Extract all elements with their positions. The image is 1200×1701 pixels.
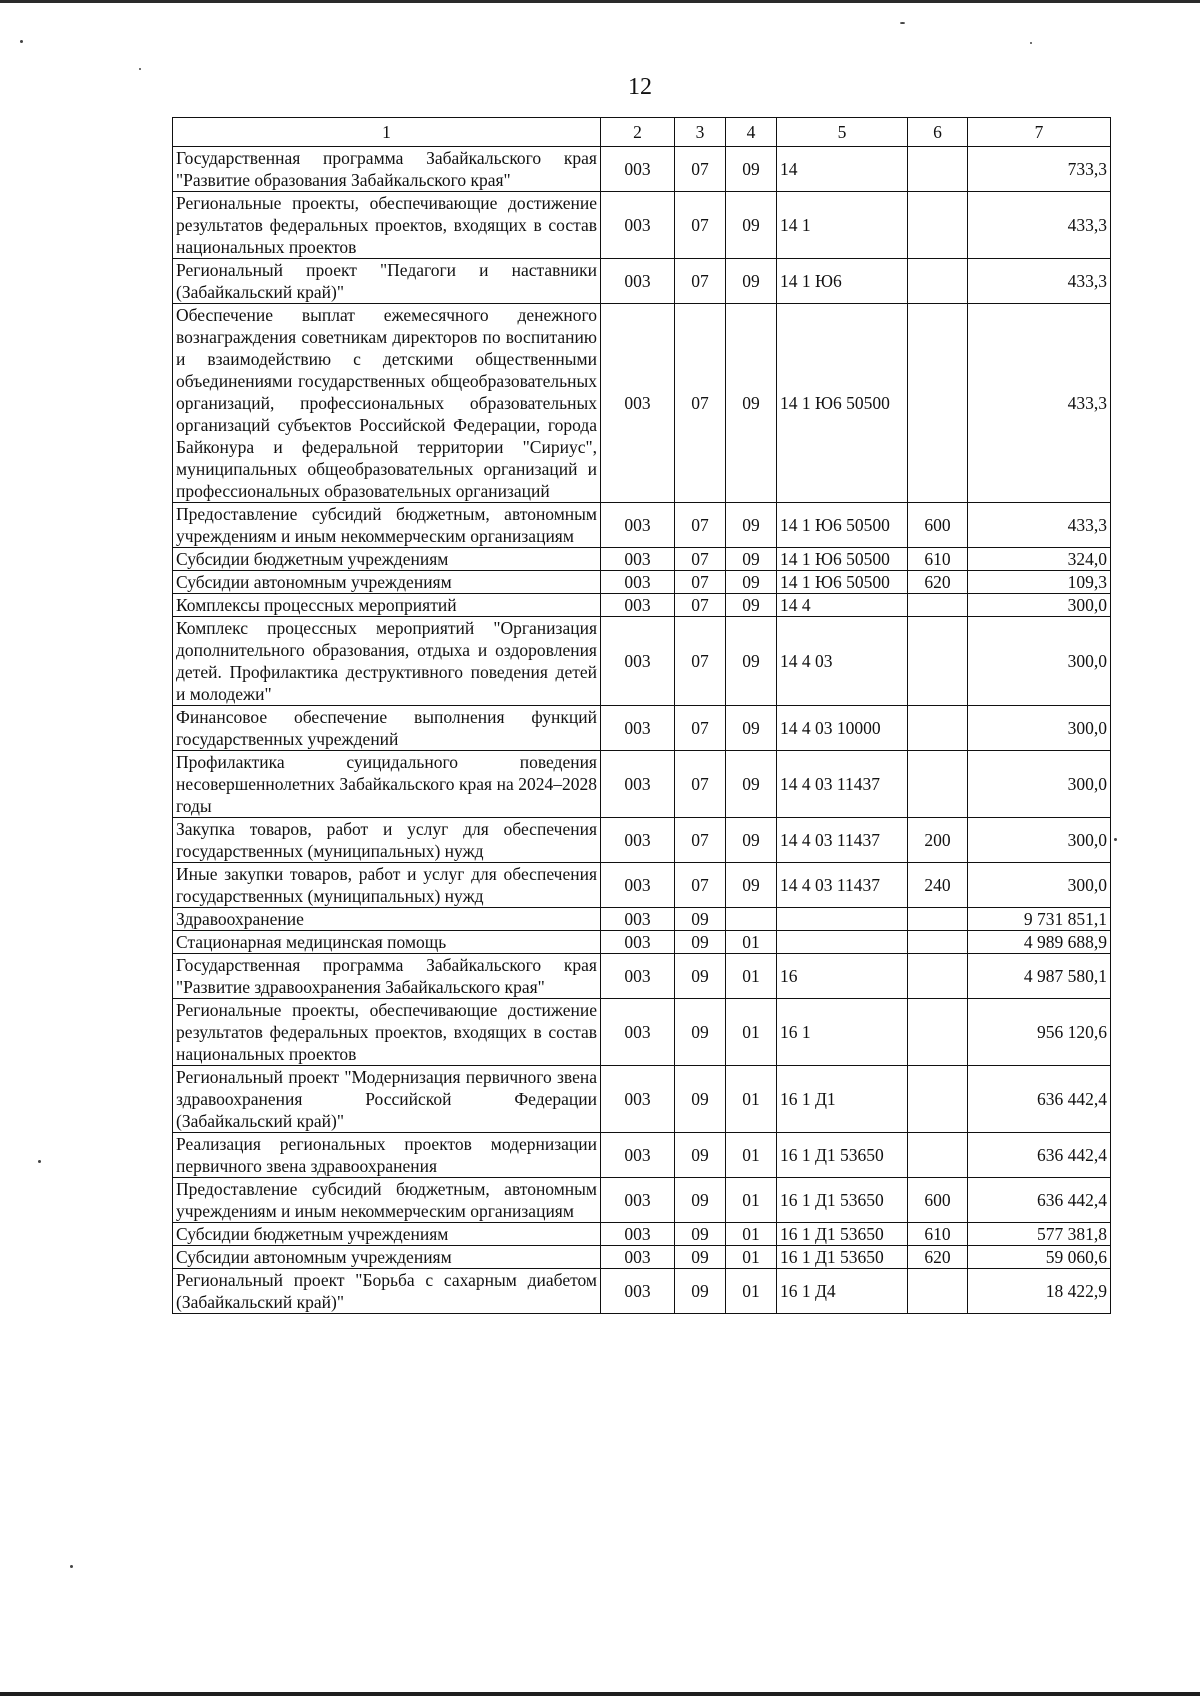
table-row bbox=[173, 818, 1111, 863]
row-col-4: 01 bbox=[726, 1178, 777, 1223]
row-col-2: 003 bbox=[601, 617, 675, 706]
scan-speck bbox=[1030, 42, 1032, 44]
row-col-7: 300,0 bbox=[968, 751, 1111, 818]
row-col-5: 16 1 Д1 bbox=[777, 1066, 908, 1133]
row-col-4: 09 bbox=[726, 617, 777, 706]
row-col-5 bbox=[777, 908, 908, 931]
row-col-5: 14 1 Ю6 50500 bbox=[777, 304, 908, 503]
row-col-2: 003 bbox=[601, 931, 675, 954]
row-col-4 bbox=[726, 908, 777, 931]
row-name: Профилактика суицидального поведения несовершеннолетних Забайкальского края на 2024–2028 годы bbox=[173, 751, 601, 818]
row-col-7: 433,3 bbox=[968, 192, 1111, 259]
header-col-4: 4 bbox=[726, 118, 777, 147]
table-row bbox=[173, 503, 1111, 548]
header-col-2: 2 bbox=[601, 118, 675, 147]
row-col-4: 01 bbox=[726, 931, 777, 954]
row-col-4: 09 bbox=[726, 751, 777, 818]
row-col-5: 14 4 bbox=[777, 594, 908, 617]
table-row bbox=[173, 908, 1111, 931]
row-col-4: 09 bbox=[726, 594, 777, 617]
row-col-5: 16 1 bbox=[777, 999, 908, 1066]
row-name: Предоставление субсидий бюджетным, автономным учреждениям и иным некоммерческим организациям bbox=[173, 503, 601, 548]
row-col-4: 09 bbox=[726, 571, 777, 594]
row-col-3: 07 bbox=[675, 571, 726, 594]
row-col-7: 300,0 bbox=[968, 594, 1111, 617]
row-col-4: 01 bbox=[726, 1133, 777, 1178]
header-col-5: 5 bbox=[777, 118, 908, 147]
row-name: Государственная программа Забайкальского края "Развитие здравоохранения Забайкальского края" bbox=[173, 954, 601, 999]
row-col-7: 577 381,8 bbox=[968, 1223, 1111, 1246]
table-row bbox=[173, 999, 1111, 1066]
scan-speck bbox=[70, 1565, 73, 1568]
row-name: Региональный проект "Модернизация первичного звена здравоохранения Российской Федерации (Забайкальский край)" bbox=[173, 1066, 601, 1133]
row-col-2: 003 bbox=[601, 1178, 675, 1223]
row-name: Обеспечение выплат ежемесячного денежного вознаграждения советникам директоров по воспитанию и взаимодействию с детскими общественными объединениями государственных общеобразовательных организаций, профессиональных образовательных организаций субъектов Российской Федерации, города Байконура и федеральной территории "Сириус", муниципальных общеобразовательных организаций и профессиональных образовательных организаций bbox=[173, 304, 601, 503]
row-col-3: 07 bbox=[675, 617, 726, 706]
row-col-7: 636 442,4 bbox=[968, 1133, 1111, 1178]
row-col-4: 09 bbox=[726, 147, 777, 192]
row-col-4: 09 bbox=[726, 192, 777, 259]
row-name: Иные закупки товаров, работ и услуг для обеспечения государственных (муниципальных) нужд bbox=[173, 863, 601, 908]
header-col-7: 7 bbox=[968, 118, 1111, 147]
row-col-3: 09 bbox=[675, 1133, 726, 1178]
row-name: Региональные проекты, обеспечивающие достижение результатов федеральных проектов, входящих в состав национальных проектов bbox=[173, 999, 601, 1066]
row-col-6 bbox=[908, 931, 968, 954]
row-col-5: 16 bbox=[777, 954, 908, 999]
row-col-4: 01 bbox=[726, 954, 777, 999]
row-name: Здравоохранение bbox=[173, 908, 601, 931]
scan-edge-bottom bbox=[0, 1692, 1200, 1696]
row-col-2: 003 bbox=[601, 192, 675, 259]
row-name: Реализация региональных проектов модернизации первичного звена здравоохранения bbox=[173, 1133, 601, 1178]
row-col-3: 07 bbox=[675, 192, 726, 259]
row-col-5: 14 4 03 bbox=[777, 617, 908, 706]
row-name: Комплекс процессных мероприятий "Организация дополнительного образования, отдыха и оздоровления детей. Профилактика деструктивного поведения детей и молодежи" bbox=[173, 617, 601, 706]
row-col-5: 14 1 Ю6 50500 bbox=[777, 548, 908, 571]
row-col-5: 16 1 Д1 53650 bbox=[777, 1133, 908, 1178]
row-name: Субсидии бюджетным учреждениям bbox=[173, 548, 601, 571]
scan-speck bbox=[20, 40, 23, 43]
row-col-6 bbox=[908, 751, 968, 818]
row-col-7: 18 422,9 bbox=[968, 1269, 1111, 1314]
row-name: Закупка товаров, работ и услуг для обеспечения государственных (муниципальных) нужд bbox=[173, 818, 601, 863]
row-col-7: 956 120,6 bbox=[968, 999, 1111, 1066]
row-col-5: 16 1 Д4 bbox=[777, 1269, 908, 1314]
row-name: Финансовое обеспечение выполнения функций государственных учреждений bbox=[173, 706, 601, 751]
row-col-6 bbox=[908, 304, 968, 503]
row-col-2: 003 bbox=[601, 1066, 675, 1133]
row-col-5: 16 1 Д1 53650 bbox=[777, 1178, 908, 1223]
row-col-5: 16 1 Д1 53650 bbox=[777, 1223, 908, 1246]
row-col-6 bbox=[908, 617, 968, 706]
row-col-7: 300,0 bbox=[968, 818, 1111, 863]
row-col-6 bbox=[908, 908, 968, 931]
row-col-3: 07 bbox=[675, 304, 726, 503]
table-row bbox=[173, 1223, 1111, 1246]
table-row bbox=[173, 259, 1111, 304]
table-row bbox=[173, 1133, 1111, 1178]
row-col-6 bbox=[908, 1066, 968, 1133]
row-col-4: 01 bbox=[726, 999, 777, 1066]
row-col-6: 610 bbox=[908, 1223, 968, 1246]
row-col-4: 09 bbox=[726, 548, 777, 571]
row-col-2: 003 bbox=[601, 147, 675, 192]
row-col-4: 09 bbox=[726, 503, 777, 548]
row-col-4: 09 bbox=[726, 304, 777, 503]
row-name: Субсидии автономным учреждениям bbox=[173, 571, 601, 594]
row-col-4: 09 bbox=[726, 706, 777, 751]
table-row bbox=[173, 1178, 1111, 1223]
row-col-6: 600 bbox=[908, 1178, 968, 1223]
row-col-2: 003 bbox=[601, 818, 675, 863]
row-col-6: 240 bbox=[908, 863, 968, 908]
row-col-6: 620 bbox=[908, 571, 968, 594]
scan-edge-top bbox=[0, 0, 1200, 3]
scan-speck bbox=[900, 22, 905, 24]
row-col-4: 09 bbox=[726, 259, 777, 304]
row-col-5: 14 1 Ю6 bbox=[777, 259, 908, 304]
table-row bbox=[173, 931, 1111, 954]
row-col-7: 4 989 688,9 bbox=[968, 931, 1111, 954]
row-col-2: 003 bbox=[601, 503, 675, 548]
row-col-6: 620 bbox=[908, 1246, 968, 1269]
row-col-3: 09 bbox=[675, 954, 726, 999]
row-col-5: 16 1 Д1 53650 bbox=[777, 1246, 908, 1269]
row-col-4: 09 bbox=[726, 863, 777, 908]
row-name: Региональный проект "Педагоги и наставники (Забайкальский край)" bbox=[173, 259, 601, 304]
row-col-5 bbox=[777, 931, 908, 954]
header-col-6: 6 bbox=[908, 118, 968, 147]
row-name: Государственная программа Забайкальского края "Развитие образования Забайкальского края" bbox=[173, 147, 601, 192]
row-col-2: 003 bbox=[601, 954, 675, 999]
table-row bbox=[173, 192, 1111, 259]
header-col-3: 3 bbox=[675, 118, 726, 147]
row-col-2: 003 bbox=[601, 751, 675, 818]
row-col-7: 9 731 851,1 bbox=[968, 908, 1111, 931]
row-col-2: 003 bbox=[601, 259, 675, 304]
row-col-2: 003 bbox=[601, 304, 675, 503]
table-row bbox=[173, 548, 1111, 571]
row-col-6 bbox=[908, 1269, 968, 1314]
row-col-3: 09 bbox=[675, 1246, 726, 1269]
row-col-2: 003 bbox=[601, 548, 675, 571]
row-col-6 bbox=[908, 706, 968, 751]
table-row bbox=[173, 1066, 1111, 1133]
table-row bbox=[173, 706, 1111, 751]
row-col-6 bbox=[908, 999, 968, 1066]
row-col-7: 433,3 bbox=[968, 304, 1111, 503]
row-col-3: 07 bbox=[675, 548, 726, 571]
table-row bbox=[173, 304, 1111, 503]
table-header-row bbox=[173, 118, 1111, 147]
row-col-2: 003 bbox=[601, 1269, 675, 1314]
scan-speck bbox=[139, 68, 141, 70]
row-col-4: 01 bbox=[726, 1246, 777, 1269]
row-col-4: 09 bbox=[726, 818, 777, 863]
row-col-3: 07 bbox=[675, 503, 726, 548]
row-name: Субсидии бюджетным учреждениям bbox=[173, 1223, 601, 1246]
row-col-2: 003 bbox=[601, 1133, 675, 1178]
row-col-5: 14 4 03 11437 bbox=[777, 818, 908, 863]
row-col-7: 300,0 bbox=[968, 617, 1111, 706]
row-col-2: 003 bbox=[601, 594, 675, 617]
row-col-5: 14 4 03 10000 bbox=[777, 706, 908, 751]
row-col-3: 09 bbox=[675, 908, 726, 931]
row-col-5: 14 4 03 11437 bbox=[777, 863, 908, 908]
scan-speck bbox=[38, 1160, 41, 1163]
table-row bbox=[173, 954, 1111, 999]
scan-speck bbox=[1114, 838, 1117, 841]
row-col-3: 07 bbox=[675, 259, 726, 304]
table-row bbox=[173, 863, 1111, 908]
row-name: Стационарная медицинская помощь bbox=[173, 931, 601, 954]
row-col-4: 01 bbox=[726, 1223, 777, 1246]
row-col-2: 003 bbox=[601, 571, 675, 594]
row-col-3: 09 bbox=[675, 1223, 726, 1246]
row-col-7: 733,3 bbox=[968, 147, 1111, 192]
row-col-3: 07 bbox=[675, 147, 726, 192]
table-row bbox=[173, 1269, 1111, 1314]
row-col-3: 09 bbox=[675, 1269, 726, 1314]
row-col-7: 433,3 bbox=[968, 259, 1111, 304]
row-col-7: 59 060,6 bbox=[968, 1246, 1111, 1269]
row-col-6: 600 bbox=[908, 503, 968, 548]
table-row bbox=[173, 751, 1111, 818]
row-col-6 bbox=[908, 192, 968, 259]
row-col-3: 09 bbox=[675, 1066, 726, 1133]
row-col-7: 324,0 bbox=[968, 548, 1111, 571]
row-col-5: 14 1 Ю6 50500 bbox=[777, 571, 908, 594]
table-row bbox=[173, 594, 1111, 617]
row-col-5: 14 1 Ю6 50500 bbox=[777, 503, 908, 548]
row-col-4: 01 bbox=[726, 1066, 777, 1133]
row-col-3: 07 bbox=[675, 751, 726, 818]
table-row bbox=[173, 147, 1111, 192]
row-col-7: 300,0 bbox=[968, 863, 1111, 908]
row-col-3: 09 bbox=[675, 999, 726, 1066]
row-col-7: 636 442,4 bbox=[968, 1066, 1111, 1133]
row-name: Предоставление субсидий бюджетным, автономным учреждениям и иным некоммерческим организациям bbox=[173, 1178, 601, 1223]
page-number: 12 bbox=[628, 74, 652, 100]
row-col-7: 636 442,4 bbox=[968, 1178, 1111, 1223]
row-col-6 bbox=[908, 954, 968, 999]
row-col-2: 003 bbox=[601, 908, 675, 931]
row-name: Субсидии автономным учреждениям bbox=[173, 1246, 601, 1269]
row-col-6: 200 bbox=[908, 818, 968, 863]
row-col-3: 07 bbox=[675, 863, 726, 908]
row-name: Региональный проект "Борьба с сахарным диабетом (Забайкальский край)" bbox=[173, 1269, 601, 1314]
row-col-6 bbox=[908, 1133, 968, 1178]
row-col-7: 109,3 bbox=[968, 571, 1111, 594]
row-col-5: 14 4 03 11437 bbox=[777, 751, 908, 818]
row-col-2: 003 bbox=[601, 999, 675, 1066]
row-name: Комплексы процессных мероприятий bbox=[173, 594, 601, 617]
row-col-6 bbox=[908, 259, 968, 304]
header-col-1: 1 bbox=[173, 118, 601, 147]
budget-table bbox=[172, 117, 1111, 1314]
row-col-5: 14 1 bbox=[777, 192, 908, 259]
row-col-2: 003 bbox=[601, 1246, 675, 1269]
table-row bbox=[173, 571, 1111, 594]
row-col-4: 01 bbox=[726, 1269, 777, 1314]
row-col-3: 07 bbox=[675, 818, 726, 863]
row-col-3: 07 bbox=[675, 594, 726, 617]
row-col-6: 610 bbox=[908, 548, 968, 571]
row-col-2: 003 bbox=[601, 706, 675, 751]
table-row bbox=[173, 617, 1111, 706]
row-col-5: 14 bbox=[777, 147, 908, 192]
row-col-7: 4 987 580,1 bbox=[968, 954, 1111, 999]
row-col-2: 003 bbox=[601, 863, 675, 908]
row-col-7: 433,3 bbox=[968, 503, 1111, 548]
row-col-3: 09 bbox=[675, 931, 726, 954]
row-col-6 bbox=[908, 594, 968, 617]
row-col-7: 300,0 bbox=[968, 706, 1111, 751]
row-col-6 bbox=[908, 147, 968, 192]
row-name: Региональные проекты, обеспечивающие достижение результатов федеральных проектов, входящих в состав национальных проектов bbox=[173, 192, 601, 259]
row-col-3: 07 bbox=[675, 706, 726, 751]
row-col-2: 003 bbox=[601, 1223, 675, 1246]
table-row bbox=[173, 1246, 1111, 1269]
row-col-3: 09 bbox=[675, 1178, 726, 1223]
